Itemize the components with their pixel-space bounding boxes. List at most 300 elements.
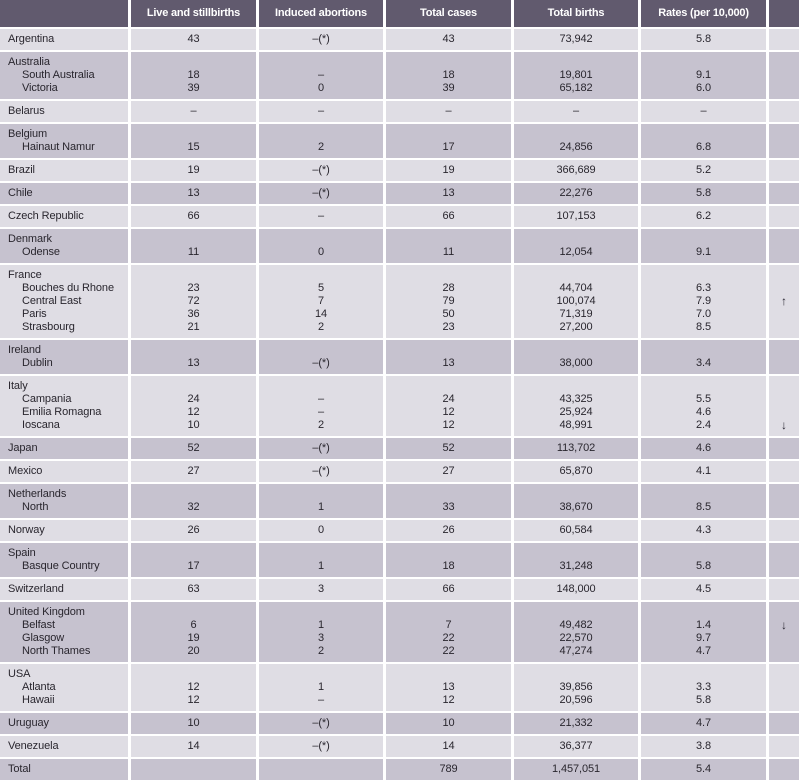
country-label: Brazil bbox=[8, 164, 35, 176]
value-cell bbox=[386, 664, 511, 711]
cell-value bbox=[514, 668, 638, 681]
cell-value bbox=[259, 128, 383, 141]
region-label: North bbox=[22, 501, 49, 513]
arrow-cell bbox=[769, 340, 799, 374]
cell-value: 18 bbox=[442, 560, 455, 572]
cell-value: 12 bbox=[187, 681, 200, 693]
cell-value: 7.9 bbox=[696, 295, 711, 307]
table-row-group-australia bbox=[0, 52, 799, 99]
value-cell bbox=[514, 229, 638, 263]
cell-value bbox=[131, 56, 256, 69]
cell-value: 4.7 bbox=[696, 717, 711, 729]
cell-value: 39 bbox=[442, 82, 455, 94]
cell-value bbox=[259, 233, 383, 246]
value-cell bbox=[386, 52, 511, 99]
cell-value: –(*) bbox=[312, 357, 330, 369]
value-cell bbox=[259, 376, 383, 436]
value-cell bbox=[259, 664, 383, 711]
arrow-cell bbox=[769, 29, 799, 50]
table-row-group-czech-republic bbox=[0, 206, 799, 227]
row-label-cell bbox=[0, 579, 128, 600]
value-cell bbox=[259, 183, 383, 204]
cell-value bbox=[514, 344, 638, 357]
country-label: Chile bbox=[8, 187, 33, 199]
arrow-placeholder bbox=[769, 269, 799, 282]
value-cell bbox=[131, 713, 256, 734]
cell-value: 17 bbox=[187, 560, 200, 572]
cell-value: 1 bbox=[317, 619, 325, 631]
cell-value bbox=[131, 763, 256, 776]
arrow-placeholder bbox=[769, 82, 799, 95]
cell-value bbox=[386, 488, 511, 501]
value-cell bbox=[514, 579, 638, 600]
region-label: Odense bbox=[22, 246, 60, 258]
column-header-total-births: Total births bbox=[514, 0, 638, 27]
country-label: Uruguay bbox=[8, 717, 49, 729]
value-cell bbox=[259, 602, 383, 662]
value-cell bbox=[259, 160, 383, 181]
cell-value: –(*) bbox=[312, 164, 330, 176]
arrow-cell bbox=[769, 579, 799, 600]
cell-value: 24,856 bbox=[559, 141, 593, 153]
arrow-placeholder bbox=[769, 308, 799, 321]
value-cell bbox=[641, 206, 766, 227]
table-header-row bbox=[0, 0, 799, 27]
cell-value: 60,584 bbox=[559, 524, 593, 536]
arrow-cell bbox=[769, 376, 799, 436]
cell-value bbox=[259, 380, 383, 393]
value-cell bbox=[641, 602, 766, 662]
cell-value: 9.7 bbox=[696, 632, 711, 644]
arrow-placeholder bbox=[769, 246, 799, 259]
value-cell bbox=[641, 160, 766, 181]
value-cell bbox=[131, 101, 256, 122]
value-cell bbox=[386, 520, 511, 541]
cell-value: 5.5 bbox=[696, 393, 711, 405]
country-label: Japan bbox=[8, 442, 38, 454]
cell-value: 26 bbox=[442, 524, 455, 536]
cell-value bbox=[386, 344, 511, 357]
value-cell bbox=[514, 664, 638, 711]
table-row-group-belgium bbox=[0, 124, 799, 158]
cell-value bbox=[641, 128, 766, 141]
cell-value: 24 bbox=[187, 393, 200, 405]
cell-value: 4.5 bbox=[696, 583, 711, 595]
cell-value: 19 bbox=[187, 632, 200, 644]
table-row-group-united-kingdom bbox=[0, 602, 799, 662]
cell-value: 1 bbox=[317, 681, 325, 693]
arrow-placeholder bbox=[769, 344, 799, 357]
cell-value bbox=[259, 668, 383, 681]
cell-value: 65,182 bbox=[559, 82, 593, 94]
arrow-cell bbox=[769, 52, 799, 99]
column-header-total-cases: Total cases bbox=[386, 0, 511, 27]
cell-value: 20,596 bbox=[559, 694, 593, 706]
cell-value: 26 bbox=[187, 524, 200, 536]
arrow-placeholder bbox=[769, 141, 799, 154]
column-header-labels bbox=[0, 0, 128, 27]
row-label-cell bbox=[0, 340, 128, 374]
value-cell bbox=[131, 376, 256, 436]
value-cell bbox=[386, 29, 511, 50]
value-cell bbox=[386, 183, 511, 204]
value-cell bbox=[641, 265, 766, 338]
value-cell bbox=[514, 183, 638, 204]
value-cell bbox=[514, 265, 638, 338]
cell-value: 50 bbox=[442, 308, 455, 320]
value-cell bbox=[386, 265, 511, 338]
arrow-cell bbox=[769, 520, 799, 541]
arrow-placeholder bbox=[769, 105, 799, 118]
value-cell bbox=[514, 376, 638, 436]
value-cell bbox=[514, 759, 638, 780]
cell-value bbox=[514, 233, 638, 246]
cell-value: 23 bbox=[187, 282, 200, 294]
value-cell bbox=[386, 543, 511, 577]
column-header-rates: Rates (per 10,000) bbox=[641, 0, 766, 27]
country-label: United Kingdom bbox=[8, 606, 85, 618]
table-row-group-japan bbox=[0, 438, 799, 459]
down-arrow-icon: ↓ bbox=[781, 618, 787, 632]
row-label-cell bbox=[0, 101, 128, 122]
cell-value bbox=[131, 547, 256, 560]
cell-value: 31,248 bbox=[559, 560, 593, 572]
arrow-placeholder bbox=[769, 740, 799, 753]
cell-value: 6.8 bbox=[696, 141, 711, 153]
cell-value: 113,702 bbox=[556, 442, 596, 454]
value-cell bbox=[386, 160, 511, 181]
arrow-placeholder bbox=[769, 187, 799, 200]
value-cell bbox=[386, 713, 511, 734]
region-label: Bouches du Rhone bbox=[22, 282, 114, 294]
table-row-group-usa bbox=[0, 664, 799, 711]
cell-value: 7.0 bbox=[696, 308, 711, 320]
cell-value: 11 bbox=[187, 246, 200, 258]
cell-value bbox=[259, 269, 383, 282]
cell-value: 23 bbox=[442, 321, 455, 333]
cell-value: 18 bbox=[187, 69, 200, 81]
cell-value: 3.3 bbox=[696, 681, 711, 693]
cell-value: 73,942 bbox=[559, 33, 593, 45]
cell-value: 10 bbox=[187, 717, 200, 729]
value-cell bbox=[514, 52, 638, 99]
cell-value: 0 bbox=[317, 524, 325, 536]
region-label: North Thames bbox=[22, 645, 91, 657]
value-cell bbox=[386, 438, 511, 459]
cell-value: 2 bbox=[317, 141, 325, 153]
arrow-placeholder bbox=[769, 69, 799, 82]
cell-value: 789 bbox=[439, 763, 458, 775]
cell-value: 19 bbox=[187, 164, 200, 176]
cell-value: 5.8 bbox=[696, 33, 711, 45]
cell-value: 21 bbox=[187, 321, 200, 333]
arrow-placeholder bbox=[769, 583, 799, 596]
arrow-placeholder bbox=[769, 164, 799, 177]
arrow-cell bbox=[769, 265, 799, 338]
value-cell bbox=[131, 520, 256, 541]
cell-value bbox=[386, 233, 511, 246]
table-row-group-venezuela bbox=[0, 736, 799, 757]
value-cell bbox=[131, 664, 256, 711]
country-label: Netherlands bbox=[8, 488, 67, 500]
cell-value: 9.1 bbox=[696, 69, 711, 81]
value-cell bbox=[386, 736, 511, 757]
arrow-cell bbox=[769, 713, 799, 734]
arrow-placeholder bbox=[769, 33, 799, 46]
arrow-placeholder bbox=[769, 393, 799, 406]
arrow-placeholder bbox=[769, 681, 799, 694]
cell-value: –(*) bbox=[312, 465, 330, 477]
arrow-placeholder bbox=[769, 501, 799, 514]
cell-value: – bbox=[700, 105, 707, 117]
country-label: Italy bbox=[8, 380, 28, 392]
cell-value: 49,482 bbox=[559, 619, 593, 631]
value-cell bbox=[386, 602, 511, 662]
value-cell bbox=[386, 124, 511, 158]
arrow-placeholder bbox=[769, 210, 799, 223]
table-row-group-argentina bbox=[0, 29, 799, 50]
arrow-cell bbox=[769, 664, 799, 711]
cell-value: 2 bbox=[317, 321, 325, 333]
cell-value: 148,000 bbox=[556, 583, 596, 595]
value-cell bbox=[641, 713, 766, 734]
cell-value bbox=[131, 668, 256, 681]
region-label: Central East bbox=[22, 295, 82, 307]
cell-value: 36,377 bbox=[559, 740, 593, 752]
country-label: Belgium bbox=[8, 128, 48, 140]
cell-value: 14 bbox=[187, 740, 200, 752]
value-cell bbox=[259, 520, 383, 541]
cell-value: 10 bbox=[442, 717, 455, 729]
row-label-cell bbox=[0, 520, 128, 541]
value-cell bbox=[259, 265, 383, 338]
value-cell bbox=[641, 736, 766, 757]
cell-value: 4.1 bbox=[696, 465, 711, 477]
country-label: Czech Republic bbox=[8, 210, 84, 222]
table-row-group-brazil bbox=[0, 160, 799, 181]
cell-value: 6.0 bbox=[696, 82, 711, 94]
arrow-placeholder bbox=[769, 547, 799, 560]
value-cell bbox=[259, 206, 383, 227]
cell-value: 13 bbox=[187, 187, 200, 199]
region-label: South Australia bbox=[22, 69, 95, 81]
country-label: Total bbox=[8, 763, 31, 775]
column-header-live-and-stillbirths: Live and stillbirths bbox=[131, 0, 256, 27]
cell-value: 63 bbox=[187, 583, 200, 595]
country-label: Venezuela bbox=[8, 740, 59, 752]
value-cell bbox=[131, 160, 256, 181]
row-label-cell bbox=[0, 759, 128, 780]
arrow-placeholder bbox=[769, 128, 799, 141]
cell-value bbox=[386, 269, 511, 282]
cell-value: – bbox=[317, 406, 325, 418]
value-cell bbox=[514, 461, 638, 482]
value-cell bbox=[386, 461, 511, 482]
cell-value: 1,457,051 bbox=[551, 763, 601, 775]
cell-value: – bbox=[317, 105, 325, 117]
value-cell bbox=[386, 579, 511, 600]
value-cell bbox=[131, 543, 256, 577]
cell-value: 6.3 bbox=[696, 282, 711, 294]
value-cell bbox=[514, 438, 638, 459]
value-cell bbox=[641, 543, 766, 577]
value-cell bbox=[259, 29, 383, 50]
row-label-cell bbox=[0, 376, 128, 436]
value-cell bbox=[641, 229, 766, 263]
cell-value: 12 bbox=[442, 694, 455, 706]
cell-value: 13 bbox=[187, 357, 200, 369]
cell-value bbox=[259, 56, 383, 69]
cell-value bbox=[131, 269, 256, 282]
cell-value: 12 bbox=[187, 406, 200, 418]
country-label: USA bbox=[8, 668, 31, 680]
cell-value: 15 bbox=[187, 141, 200, 153]
cell-value: 25,924 bbox=[559, 406, 593, 418]
cell-value: 43,325 bbox=[559, 393, 593, 405]
country-label: Spain bbox=[8, 547, 36, 559]
arrow-cell bbox=[769, 160, 799, 181]
cell-value: 12,054 bbox=[559, 246, 593, 258]
value-cell bbox=[131, 461, 256, 482]
up-arrow-icon: ↑ bbox=[781, 294, 787, 308]
value-cell bbox=[259, 736, 383, 757]
cell-value: 3 bbox=[317, 632, 325, 644]
cell-value: 27 bbox=[187, 465, 200, 477]
cell-value: 17 bbox=[442, 141, 455, 153]
cell-value: 48,991 bbox=[559, 419, 593, 431]
cell-value: 21,332 bbox=[559, 717, 593, 729]
table-row-group-ireland bbox=[0, 340, 799, 374]
cell-value: 22 bbox=[442, 645, 455, 657]
cell-value: –(*) bbox=[312, 442, 330, 454]
value-cell bbox=[514, 543, 638, 577]
cell-value bbox=[131, 488, 256, 501]
value-cell bbox=[514, 484, 638, 518]
arrow-cell bbox=[769, 484, 799, 518]
region-label: Atlanta bbox=[22, 681, 56, 693]
cell-value: 10 bbox=[187, 419, 200, 431]
cell-value: 3 bbox=[317, 583, 325, 595]
cell-value: 22 bbox=[442, 632, 455, 644]
down-arrow-icon: ↓ bbox=[781, 418, 787, 432]
cell-value: 22,570 bbox=[559, 632, 593, 644]
value-cell bbox=[131, 265, 256, 338]
cell-value: 2.4 bbox=[696, 419, 711, 431]
cell-value: 1 bbox=[317, 501, 325, 513]
row-label-cell bbox=[0, 713, 128, 734]
value-cell bbox=[641, 183, 766, 204]
region-label: Basque Country bbox=[22, 560, 100, 572]
cell-value bbox=[259, 344, 383, 357]
value-cell bbox=[641, 438, 766, 459]
cell-value: 8.5 bbox=[696, 321, 711, 333]
table-row-group-belarus bbox=[0, 101, 799, 122]
arrow-placeholder bbox=[769, 442, 799, 455]
arrow-placeholder bbox=[769, 632, 799, 645]
cell-value: 19,801 bbox=[559, 69, 593, 81]
arrow-placeholder bbox=[769, 357, 799, 370]
cell-value bbox=[386, 668, 511, 681]
cell-value bbox=[641, 233, 766, 246]
cell-value: –(*) bbox=[312, 717, 330, 729]
value-cell bbox=[259, 484, 383, 518]
region-label: Paris bbox=[22, 308, 47, 320]
value-cell bbox=[131, 579, 256, 600]
cell-value: 0 bbox=[317, 82, 325, 94]
cell-value: 11 bbox=[442, 246, 455, 258]
value-cell bbox=[259, 461, 383, 482]
value-cell bbox=[131, 29, 256, 50]
value-cell bbox=[386, 484, 511, 518]
row-label-cell bbox=[0, 52, 128, 99]
cell-value: 13 bbox=[442, 681, 455, 693]
cell-value: 52 bbox=[187, 442, 200, 454]
value-cell bbox=[386, 340, 511, 374]
value-cell bbox=[514, 713, 638, 734]
cell-value: 66 bbox=[187, 210, 200, 222]
cell-value bbox=[514, 547, 638, 560]
cell-value: 44,704 bbox=[559, 282, 593, 294]
cell-value: 6 bbox=[190, 619, 197, 631]
value-cell bbox=[514, 101, 638, 122]
value-cell bbox=[131, 438, 256, 459]
value-cell bbox=[641, 101, 766, 122]
arrow-placeholder bbox=[769, 668, 799, 681]
cell-value: –(*) bbox=[312, 187, 330, 199]
cell-value: – bbox=[572, 105, 580, 117]
arrow-cell bbox=[769, 736, 799, 757]
cell-value: 3.8 bbox=[696, 740, 711, 752]
arrow-placeholder bbox=[769, 560, 799, 573]
cell-value: – bbox=[317, 210, 325, 222]
region-label: Belfast bbox=[22, 619, 55, 631]
cell-value: 22,276 bbox=[559, 187, 593, 199]
value-cell bbox=[131, 602, 256, 662]
value-cell bbox=[641, 759, 766, 780]
table-body bbox=[0, 29, 799, 780]
region-label: Ioscana bbox=[22, 419, 60, 431]
cell-value: 12 bbox=[187, 694, 200, 706]
cell-value bbox=[641, 56, 766, 69]
cell-value: – bbox=[190, 105, 197, 117]
country-label: Belarus bbox=[8, 105, 45, 117]
value-cell bbox=[641, 340, 766, 374]
table-row-group-france bbox=[0, 265, 799, 338]
arrow-cell bbox=[769, 124, 799, 158]
arrow-cell bbox=[769, 759, 799, 780]
cell-value bbox=[259, 547, 383, 560]
value-cell bbox=[131, 183, 256, 204]
value-cell bbox=[259, 543, 383, 577]
cell-value: 39,856 bbox=[559, 681, 593, 693]
value-cell bbox=[131, 484, 256, 518]
region-label: Emilia Romagna bbox=[22, 406, 102, 418]
value-cell bbox=[131, 124, 256, 158]
cell-value: 12 bbox=[442, 419, 455, 431]
arrow-placeholder bbox=[769, 380, 799, 393]
cell-value: 1.4 bbox=[696, 619, 711, 631]
cell-value: 4.7 bbox=[696, 645, 711, 657]
value-cell bbox=[514, 340, 638, 374]
region-label: Glasgow bbox=[22, 632, 65, 644]
arrow-placeholder bbox=[769, 465, 799, 478]
row-label-cell bbox=[0, 602, 128, 662]
arrow-cell bbox=[769, 229, 799, 263]
value-cell bbox=[259, 438, 383, 459]
country-label: Switzerland bbox=[8, 583, 64, 595]
cell-value: 39 bbox=[187, 82, 200, 94]
cell-value: 18 bbox=[442, 69, 455, 81]
